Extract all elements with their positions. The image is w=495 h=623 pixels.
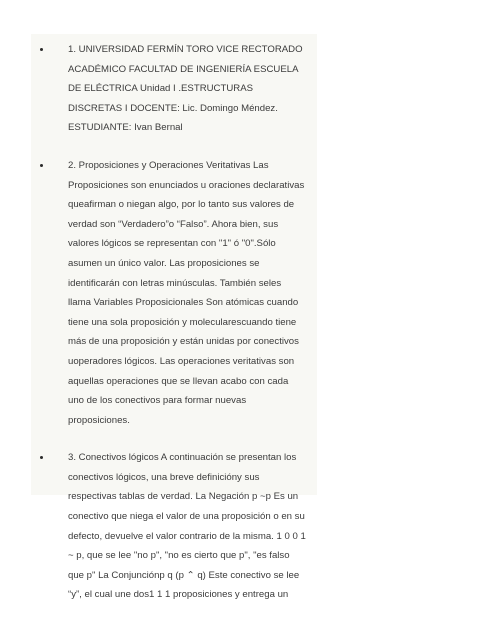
text-line: asumen un único valor. Las proposiciones se [68,257,260,269]
bullet-dot-icon [40,164,43,167]
text-line: aquellas operaciones que se llevan acabo con cada [68,375,289,387]
bullet-dot-icon [40,48,43,51]
list-item-1 [40,40,310,138]
text-line: llama Variables Proposicionales Son atómicas cuando [68,297,299,309]
text-line: DE ELÉCTRICA Unidad I .ESTRUCTURAS [68,83,253,95]
list-item-3 [40,448,310,605]
text-line: que p" La Conjunciónp q (p ⌃ q) Este conectivo se lee [68,569,300,581]
text-line: ESTUDIANTE: Ivan Bernal [68,122,183,134]
text-line: identificarán con letras minúsculas. También seles [68,277,282,289]
text-line: DISCRETAS I DOCENTE: Lic. Domingo Méndez. [68,102,278,114]
bullet-dot-icon [40,456,43,459]
text-line: “y”, el cual une dos1 1 1 proposiciones y entrega un [68,589,289,601]
text-line: valores lógicos se representan con "1" ó "0".Sólo [68,238,276,250]
text-line: tiene una sola proposición y molecularescuando tiene [68,316,297,328]
text-line: Proposiciones son enunciados u oraciones declarativas [68,179,305,191]
text-line: respectivas tablas de verdad. La Negación p ~p Es un [68,491,299,503]
bullet-list [40,40,310,623]
text-line: verdad son “Verdadero”o “Falso”. Ahora bien, sus [68,218,279,230]
text-line: uno de los conectivos para formar nuevas [68,395,247,407]
text-line: 1. UNIVERSIDAD FERMÍN TORO VICE RECTORADO [68,44,303,55]
text-line: proposiciones. [68,414,130,426]
text-line: defecto, devuelve el valor contrario de la misma. 1 0 0 1 [68,530,306,542]
text-line: conectivo que niega el valor de una proposición o en su [68,511,305,523]
text-line: 3. Conectivos lógicos A continuación se presentan los [68,452,297,464]
text-line: queafirman o niegan algo, por lo tanto sus valores de [68,199,295,211]
text-line: ACADÉMICO FACULTAD DE INGENIERÍA ESCUELA [68,63,299,75]
text-line: ~ p, que se lee "no p", "no es cierto que p", "es falso [68,550,290,562]
list-item-2 [40,156,310,430]
text-line: más de una proposición y están unidas por conectivos [68,336,299,348]
text-line: 2. Proposiciones y Operaciones Veritativas Las [68,159,269,171]
text-line: uoperadores lógicos. Las operaciones veritativas son [68,355,295,367]
text-line: conectivos lógicos, una breve definicióny sus [68,471,260,483]
